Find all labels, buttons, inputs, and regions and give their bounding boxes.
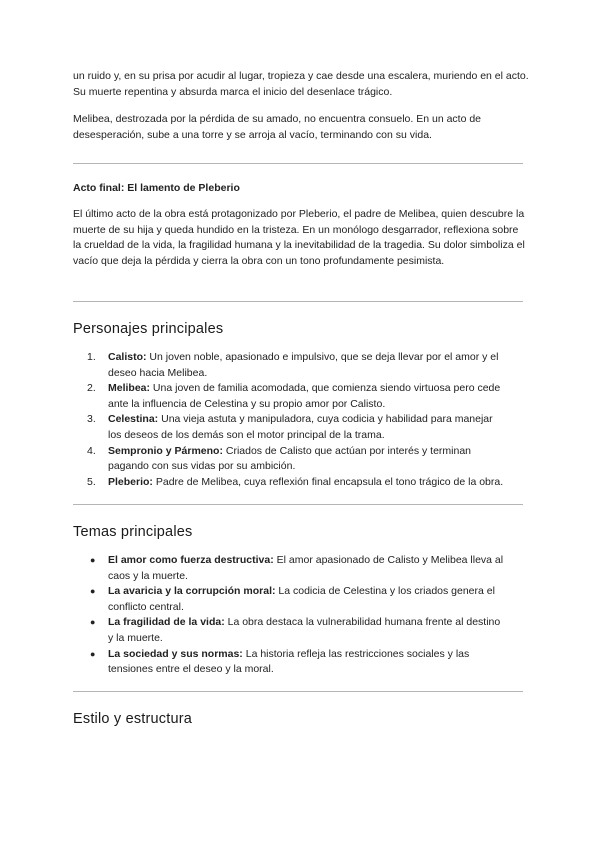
item-term: Celestina: (108, 413, 159, 426)
list-item (87, 412, 505, 443)
item-description: La obra destaca la vulnerabilidad humana frente al destino y la muerte. (108, 616, 501, 644)
item-description: Una joven de familia acomodada, que comienza siendo virtuosa pero cede ante la influencia de Celestina y su propio amor por Calisto. (108, 382, 501, 410)
item-term: La avaricia y la corrupción moral: (108, 585, 276, 598)
list-number: 3. (87, 413, 96, 426)
list-item (87, 381, 505, 412)
item-description: Padre de Melibea, cuya reflexión final encapsula el tono trágico de la obra. (152, 475, 504, 488)
list-item (87, 553, 505, 584)
item-term: Sempronio y Pármeno: (108, 444, 223, 457)
list-item (87, 444, 505, 475)
list-item (87, 350, 505, 381)
estilo-heading: Estilo y estructura (73, 711, 193, 727)
item-term: La fragilidad de la vida: (108, 616, 225, 629)
item-term: El amor como fuerza destructiva: (108, 554, 274, 566)
list-item (87, 475, 505, 491)
personajes-heading: Personajes principales (73, 321, 224, 337)
item-description: Una vieja astuta y manipuladora, cuya codicia y habilidad para manejar los deseos de los demás son el motor principal de la trama. (108, 413, 493, 441)
item-description: La codicia de Celestina y los criados genera el conflicto central. (108, 585, 495, 613)
personajes-list (87, 350, 505, 490)
item-term: Melibea: (108, 382, 151, 395)
item-description: La historia refleja las restricciones sociales y las tensiones entre el deseo y la moral. (108, 647, 470, 676)
list-item (87, 615, 505, 646)
section-divider (73, 504, 523, 505)
section-divider (73, 691, 523, 692)
item-term: Pleberio: (108, 475, 153, 488)
bullet-icon: ● (90, 555, 96, 565)
list-item (87, 584, 505, 615)
item-description: Criados de Calisto que actúan por interés y terminan pagando con sus vidas por su ambición. (108, 444, 472, 473)
item-description: El amor apasionado de Calisto y Melibea lleva al caos y la muerte. (108, 554, 504, 582)
item-description: Un joven noble, apasionado e impulsivo, que se deja llevar por el amor y el deseo hacia Melibea. (108, 351, 499, 379)
section-divider (73, 163, 523, 164)
intro-paragraph-1: un ruido y, en su prisa por acudir al lugar, tropieza y cae desde una escalera, muriendo en el acto. Su muerte repentina y absurda marca el inicio del desenlace trágico. (73, 70, 529, 98)
item-term: Calisto: (108, 351, 147, 363)
item-term: La sociedad y sus normas: (108, 647, 243, 660)
list-number: 1. (87, 351, 96, 363)
temas-list (87, 553, 505, 678)
bullet-icon: ● (90, 617, 96, 628)
list-number: 4. (87, 444, 96, 457)
bullet-icon: ● (90, 586, 96, 597)
list-number: 2. (87, 382, 96, 395)
bullet-icon: ● (90, 648, 96, 659)
list-item (87, 647, 505, 678)
acto-final-heading: Acto final: El lamento de Pleberio (73, 182, 240, 194)
acto-final-paragraph: El último acto de la obra está protagonizado por Pleberio, el padre de Melibea, quien descubre la muerte de su hija y queda hundido en la tristeza. En un monólogo desgarrador, reflexiona sobre la crueldad de la vida, la fragilidad humana y la inevitabilidad de la tragedia. Su dolor simboliza el vacío que deja la pérdida y cierra la obra con un tono profundamente pesimista. (73, 208, 525, 267)
intro-paragraph-2: Melibea, destrozada por la pérdida de su amado, no encuentra consuelo. En un acto de desesperación, sube a una torre y se arroja al vacío, terminando con su vida. (73, 113, 482, 141)
section-divider (73, 301, 523, 302)
temas-heading: Temas principales (73, 524, 193, 540)
list-number: 5. (87, 475, 96, 488)
